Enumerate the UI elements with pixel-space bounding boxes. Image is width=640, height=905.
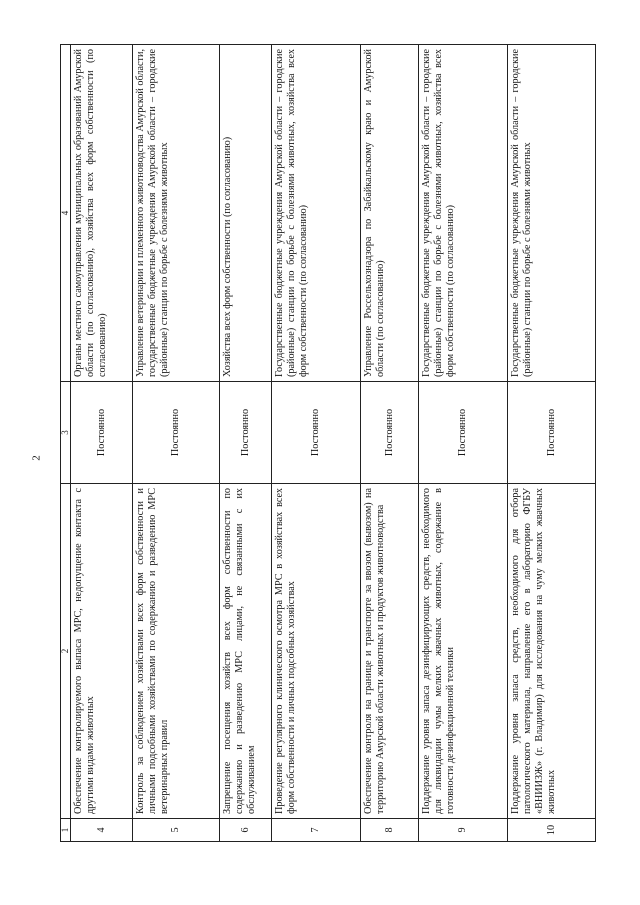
row-measure: Проведение регулярного клинического осмотра МРС в хозяйствах всех форм собственности и личных подсобных хозяйствах — [272, 484, 361, 819]
row-executors: Управление ветеринарии и племенного животноводства Амурской области, государственные бюджетные учреждения Амурской области – городские (районные) станции по борьбе с болезнями животных — [133, 45, 220, 382]
table-row — [508, 45, 596, 842]
row-number: 7 — [272, 819, 361, 842]
row-measure: Обеспечение контролируемого выпаса МРС, недопущение контакта с другими видами животных — [71, 484, 133, 819]
row-term: Постоянно — [419, 382, 508, 484]
row-number: 9 — [419, 819, 508, 842]
row-term: Постоянно — [220, 382, 272, 484]
row-executors: Органы местного самоуправления муниципальных образований Амурской области (по согласованию), хозяйства всех форм собственности (по согласованию) — [71, 45, 133, 382]
row-executors: Государственные бюджетные учреждения Амурской области – городские (районные) станции по борьбе с болезнями животных, хозяйства всех форм собственности (по согласованию) — [272, 45, 361, 382]
table-row — [272, 45, 361, 842]
row-term: Постоянно — [508, 382, 596, 484]
row-measure: Контроль за соблюдением хозяйствами всех форм собственности и личными подсобными хозяйствами по содержанию и разведению МРС ветеринарных правил — [133, 484, 220, 819]
table-row — [133, 45, 220, 842]
row-measure: Поддержание уровня запаса средств, необходимого для отбора патологического материала, направление его в лабораторию ФГБУ «ВНИИЗЖ» (г. Владимир) для исследования на чуму мелких жвачных животных — [508, 484, 596, 819]
row-number: 6 — [220, 819, 272, 842]
row-measure: Обеспечение контроля на границе и транспорте за ввозом (вывозом) на территорию Амурской области животных и продуктов животноводства — [361, 484, 419, 819]
row-number: 8 — [361, 819, 419, 842]
row-term: Постоянно — [272, 382, 361, 484]
row-number: 4 — [71, 819, 133, 842]
page-number: 2 — [30, 455, 43, 461]
header-col-3: 3 — [61, 382, 71, 484]
row-term: Постоянно — [361, 382, 419, 484]
row-number: 10 — [508, 819, 596, 842]
table-row — [71, 45, 133, 842]
row-term: Постоянно — [71, 382, 133, 484]
row-number: 5 — [133, 819, 220, 842]
measures-table — [60, 44, 596, 842]
table-row — [220, 45, 272, 842]
row-measure: Поддержание уровня запаса дезинфицирующих средств, необходимого для ликвидации чумы мелких жвачных животных, содержание в готовности дезинфекционной техники — [419, 484, 508, 819]
row-measure: Запрещение посещения хозяйств всех форм собственности по содержанию и разведению МРС лицами, не связанными с их обслуживанием — [220, 484, 272, 819]
row-executors: Хозяйства всех форм собственности (по согласованию) — [220, 45, 272, 382]
table-row — [419, 45, 508, 842]
table-header-row — [61, 45, 71, 842]
header-col-1: 1 — [61, 819, 71, 842]
row-executors: Государственные бюджетные учреждения Амурской области – городские (районные) станции по борьбе с болезнями животных, хозяйства всех форм собственности (по согласованию) — [419, 45, 508, 382]
header-col-2: 2 — [61, 484, 71, 819]
table-row — [361, 45, 419, 842]
row-executors: Государственные бюджетные учреждения Амурской области – городские (районные) станции по борьбе с болезнями животных — [508, 45, 596, 382]
row-term: Постоянно — [133, 382, 220, 484]
header-col-4: 4 — [61, 45, 71, 382]
row-executors: Управление Россельхознадзора по Забайкальскому краю и Амурской области (по согласованию) — [361, 45, 419, 382]
rotated-page-content — [60, 45, 594, 842]
